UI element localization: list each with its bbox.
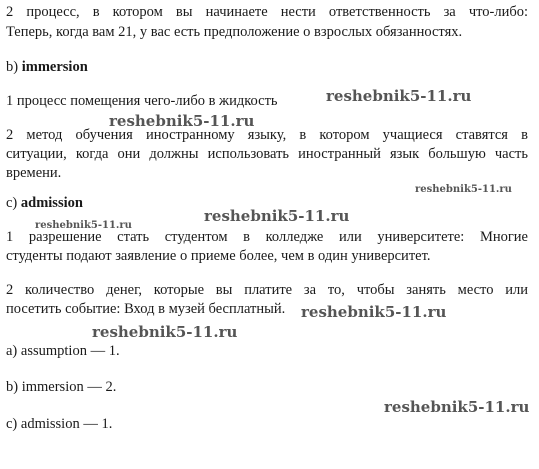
section-label: b) bbox=[6, 59, 19, 75]
definition-text: 2 метод обучения иностранному языку, в котором учащиеся ставятся в bbox=[6, 127, 528, 143]
watermark: reshebnik5-11.ru bbox=[92, 323, 238, 341]
section-heading-b bbox=[6, 59, 88, 76]
watermark: reshebnik5-11.ru bbox=[35, 220, 132, 231]
section-heading-c bbox=[6, 195, 83, 212]
section-word: immersion bbox=[21, 59, 88, 75]
section-label: c) bbox=[6, 195, 18, 211]
answer-line: a) assumption — 1. bbox=[6, 343, 120, 359]
definition-text: времени. bbox=[6, 165, 62, 181]
answer-line: b) immersion — 2. bbox=[6, 379, 117, 395]
watermark: reshebnik5-11.ru bbox=[204, 207, 350, 225]
definition-text: студенты подают заявление о приеме более, чем в один университет. bbox=[6, 248, 431, 264]
watermark: reshebnik5-11.ru bbox=[415, 184, 512, 195]
watermark: reshebnik5-11.ru bbox=[326, 87, 472, 105]
watermark: reshebnik5-11.ru bbox=[384, 398, 530, 416]
answer-line: c) admission — 1. bbox=[6, 416, 113, 432]
definition-text: посетить событие: Вход в музей бесплатный. bbox=[6, 301, 286, 317]
watermark: reshebnik5-11.ru bbox=[109, 112, 255, 130]
definition-text: 2 процесс, в котором вы начинаете нести ответственность за что-либо: bbox=[6, 4, 528, 20]
definition-text: 1 разрешение стать студентом в колледже или университете: Многие bbox=[6, 229, 528, 245]
definition-text: ситуации, когда они должны использовать иностранный язык большую часть bbox=[6, 146, 528, 162]
definition-text: Теперь, когда вам 21, у вас есть предположение о взрослых обязанностях. bbox=[6, 24, 463, 40]
section-word: admission bbox=[20, 195, 83, 211]
watermark: reshebnik5-11.ru bbox=[301, 303, 447, 321]
definition-text: 2 количество денег, которые вы платите за то, чтобы занять место или bbox=[6, 282, 528, 298]
definition-text: 1 процесс помещения чего-либо в жидкость bbox=[6, 93, 278, 109]
